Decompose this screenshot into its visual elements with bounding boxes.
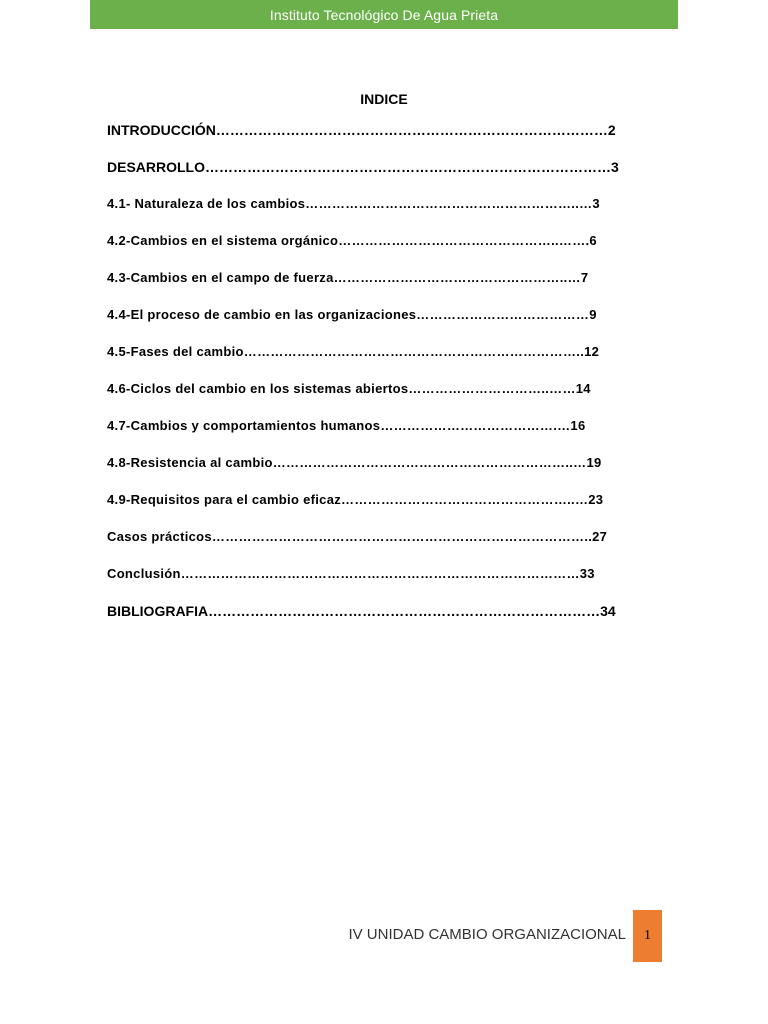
- toc-entry-text: 4.3-Cambios en el campo de fuerza……………………………………………..…7: [107, 270, 589, 285]
- toc-heading: INDICE: [360, 91, 408, 107]
- page-number-badge: [633, 910, 662, 962]
- toc-entry-text: Conclusión………………………………………………………………………………33: [107, 566, 595, 581]
- toc-entry-text: 4.7-Cambios y comportamientos humanos………………………………….…16: [107, 418, 586, 433]
- toc-list: [107, 121, 663, 639]
- toc-entry-text: DESARROLLO……………………………………………………………………………3: [107, 159, 619, 175]
- toc-entry-bibliografia: [107, 602, 663, 639]
- toc-entry-4-4: [107, 306, 663, 343]
- toc-entry-4-2: [107, 232, 663, 269]
- toc-entry-text: 4.8-Resistencia al cambio…………………………………………………………..…19: [107, 455, 602, 470]
- footer-text: IV UNIDAD CAMBIO ORGANIZACIONAL: [348, 926, 626, 943]
- header-title: Instituto Tecnológico De Agua Prieta: [269, 6, 499, 23]
- toc-entry-4-7: [107, 417, 663, 454]
- toc-entry-text: BIBLIOGRAFIA…………………………………………………………………………34: [107, 603, 616, 619]
- toc-entry-text: 4.9-Requisitos para el cambio eficaz……………………………………………..…23: [107, 492, 604, 507]
- toc-entry-4-1: [107, 195, 663, 232]
- toc-entry-4-5: [107, 343, 663, 380]
- page-number: 1: [644, 928, 651, 943]
- toc-entry-text: 4.6-Ciclos del cambio en los sistemas abiertos…………………………..……14: [107, 381, 591, 396]
- toc-entry-text: 4.2-Cambios en el sistema orgánico…………………………………………..…….6: [107, 233, 597, 248]
- header-bar: [90, 0, 678, 29]
- toc-entry-introduccion: [107, 121, 663, 158]
- toc-entry-text: Casos prácticos…………………………………………………………………………..27: [107, 529, 608, 544]
- toc-entry-text: 4.5-Fases del cambio…………………………………………………………………..12: [107, 344, 600, 359]
- toc-entry-casos-practicos: [107, 528, 663, 565]
- toc-entry-text: 4.1- Naturaleza de los cambios……………………………………………………..…3: [107, 196, 600, 211]
- toc-entry-conclusion: [107, 565, 663, 602]
- toc-entry-4-8: [107, 454, 663, 491]
- toc-entry-desarrollo: [107, 158, 663, 195]
- toc-entry-4-9: [107, 491, 663, 528]
- toc-entry-text: INTRODUCCIÓN…………………………………………………………………………2: [107, 122, 616, 138]
- toc-entry-text: 4.4-El proceso de cambio en las organizaciones…………………………………9: [107, 307, 597, 322]
- toc-entry-4-3: [107, 269, 663, 306]
- toc-entry-4-6: [107, 380, 663, 417]
